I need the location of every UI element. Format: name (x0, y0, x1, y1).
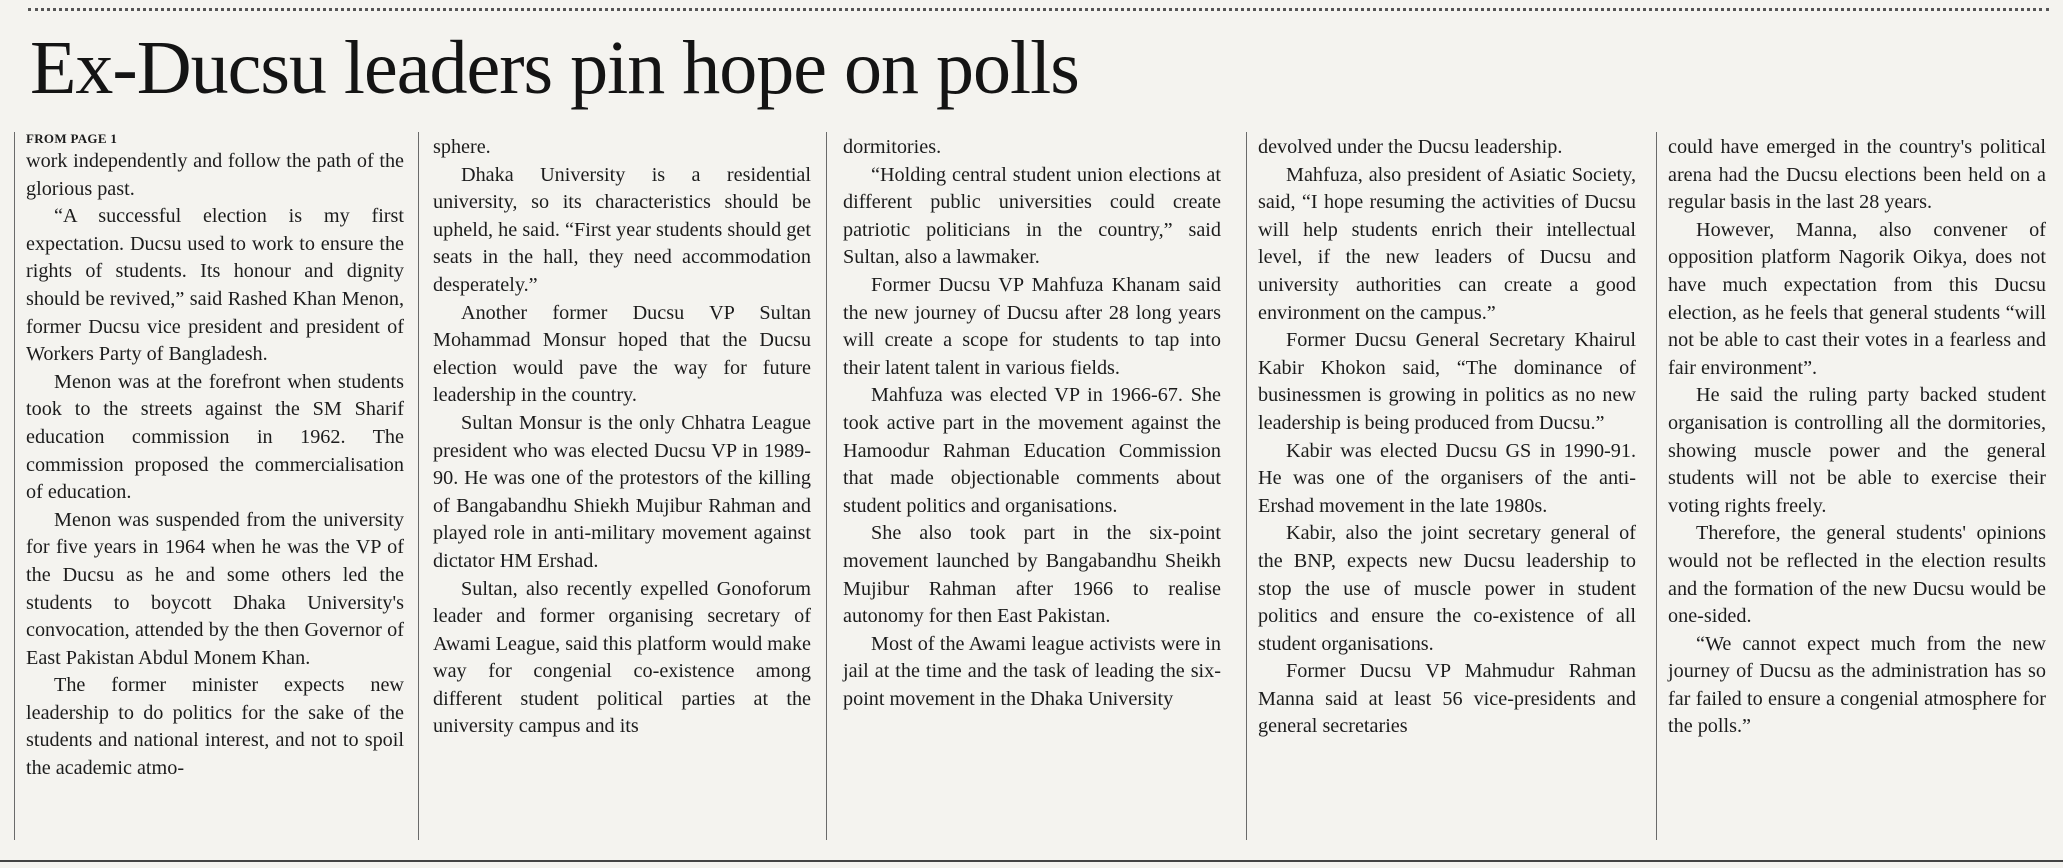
article-column-2 (433, 134, 811, 741)
paragraph: He said the ruling party backed student organisation is controlling all the dormitories, showing muscle power and the general students will not be able to exercise their voting rights freely. (1668, 384, 2046, 517)
paragraph: However, Manna, also convener of opposition platform Nagorik Oikya, does not have much expectation from this Ducsu election, as he feels that general students “will not be able to cast their votes in a fearless and fair environment”. (1668, 218, 2046, 379)
paragraph: devolved under the Ducsu leadership. (1258, 136, 1563, 158)
paragraph: Sultan, also recently expelled Gonoforum leader and former organising secretary of Awami League, said this platform would make way for congenial co-existence among different student political parties at the university campus and its (433, 577, 811, 738)
paragraph: Another former Ducsu VP Sultan Mohammad Monsur hoped that the Ducsu election would pave the way for future leadership in the country. (433, 301, 811, 407)
paragraph: dormitories. (843, 136, 942, 158)
paragraph: Kabir was elected Ducsu GS in 1990-91. He was one of the organisers of the anti-Ershad movement in the late 1980s. (1258, 439, 1636, 517)
column-rule (1246, 132, 1247, 840)
column-rule (418, 132, 419, 840)
paragraph: Former Ducsu General Secretary Khairul Kabir Khokon said, “The dominance of businessmen is growing in politics as no new leadership is being produced from Ducsu.” (1258, 329, 1636, 434)
paragraph: “A successful election is my first expectation. Ducsu used to work to ensure the rights of students. Its honour and dignity should be revived,” said Rashed Khan Menon, former Ducsu vice president and president of Workers Party of Bangladesh. (26, 205, 404, 366)
paragraph: Mahfuza was elected VP in 1966-67. She took active part in the movement against the Hamoodur Rahman Education Commission that made objectionable comments about student politics and organisations. (843, 384, 1221, 517)
paragraph: Former Ducsu VP Mahfuza Khanam said the new journey of Ducsu after 28 long years will create a scope for students to tap into their latent talent in various fields. (843, 273, 1221, 379)
paragraph: Dhaka University is a residential university, so its characteristics should be upheld, he said. “First year students should get seats in the hall, they need accommodation desperately.” (433, 163, 811, 296)
paragraph: “Holding central student union elections at different public universities could create patriotic politicians in the country,” said Sultan, also a lawmaker. (843, 163, 1221, 269)
article-column-1 (26, 132, 404, 783)
paragraph: Sultan Monsur is the only Chhatra League president who was elected Ducsu VP in 1989-90. He was one of the protestors of the killing of Bangabandhu Shiekh Mujibur Rahman and played role in anti-military movement against dictator HM Ershad. (433, 411, 811, 572)
paragraph: Most of the Awami league activists were in jail at the time and the task of leading the six-point movement in the Dhaka University (843, 632, 1221, 710)
article-column-3 (843, 134, 1221, 713)
paragraph: work independently and follow the path of the glorious past. (26, 150, 404, 200)
headline: Ex-Ducsu leaders pin hope on polls (30, 26, 1079, 110)
article-column-4 (1258, 134, 1636, 741)
paragraph: Menon was at the forefront when students took to the streets against the SM Sharif education commission in 1962. The commission proposed the commercialisation of education. (26, 370, 404, 504)
paragraph: sphere. (433, 136, 491, 158)
paragraph: Mahfuza, also president of Asiatic Society, said, “I hope resuming the activities of Ducsu will help students enrich their intellectual level, if the new leaders of Ducsu and university authorities can create a good environment on the campus.” (1258, 163, 1636, 324)
paragraph: Kabir, also the joint secretary general of the BNP, expects new Ducsu leadership to stop the use of muscle power in student politics and ensure the co-existence of all student organisations. (1258, 522, 1636, 655)
column-rule (1656, 132, 1657, 840)
paragraph: “We cannot expect much from the new journey of Ducsu as the administration has so far failed to ensure a congenial atmosphere for the polls.” (1668, 632, 2046, 738)
column-rule (826, 132, 827, 840)
paragraph: Former Ducsu VP Mahmudur Rahman Manna said at least 56 vice-presidents and general secretaries (1258, 660, 1636, 738)
paragraph: Therefore, the general students' opinions would not be reflected in the election results and the formation of the new Ducsu would be one-sided. (1668, 522, 2046, 628)
paragraph: She also took part in the six-point movement launched by Bangabandhu Sheikh Mujibur Rahman after 1966 to realise autonomy for then East Pakistan. (843, 522, 1221, 628)
top-dotted-rule (28, 8, 2049, 11)
paragraph: Menon was suspended from the university for five years in 1964 when he was the VP of the Ducsu as he and some others led the students to boycott Dhaka University's convocation, attended by the then Governor of East Pakistan Abdul Monem Khan. (26, 508, 404, 669)
paragraph: The former minister expects new leadership to do politics for the sake of the students and national interest, and not to spoil the academic atmo- (26, 674, 404, 780)
article-column-5 (1668, 134, 2046, 741)
continuation-label: FROM PAGE 1 (26, 131, 118, 146)
bottom-rule (0, 860, 2063, 862)
column-rule-left (14, 132, 15, 840)
paragraph: could have emerged in the country's political arena had the Ducsu elections been held on a regular basis in the last 28 years. (1668, 136, 2046, 214)
